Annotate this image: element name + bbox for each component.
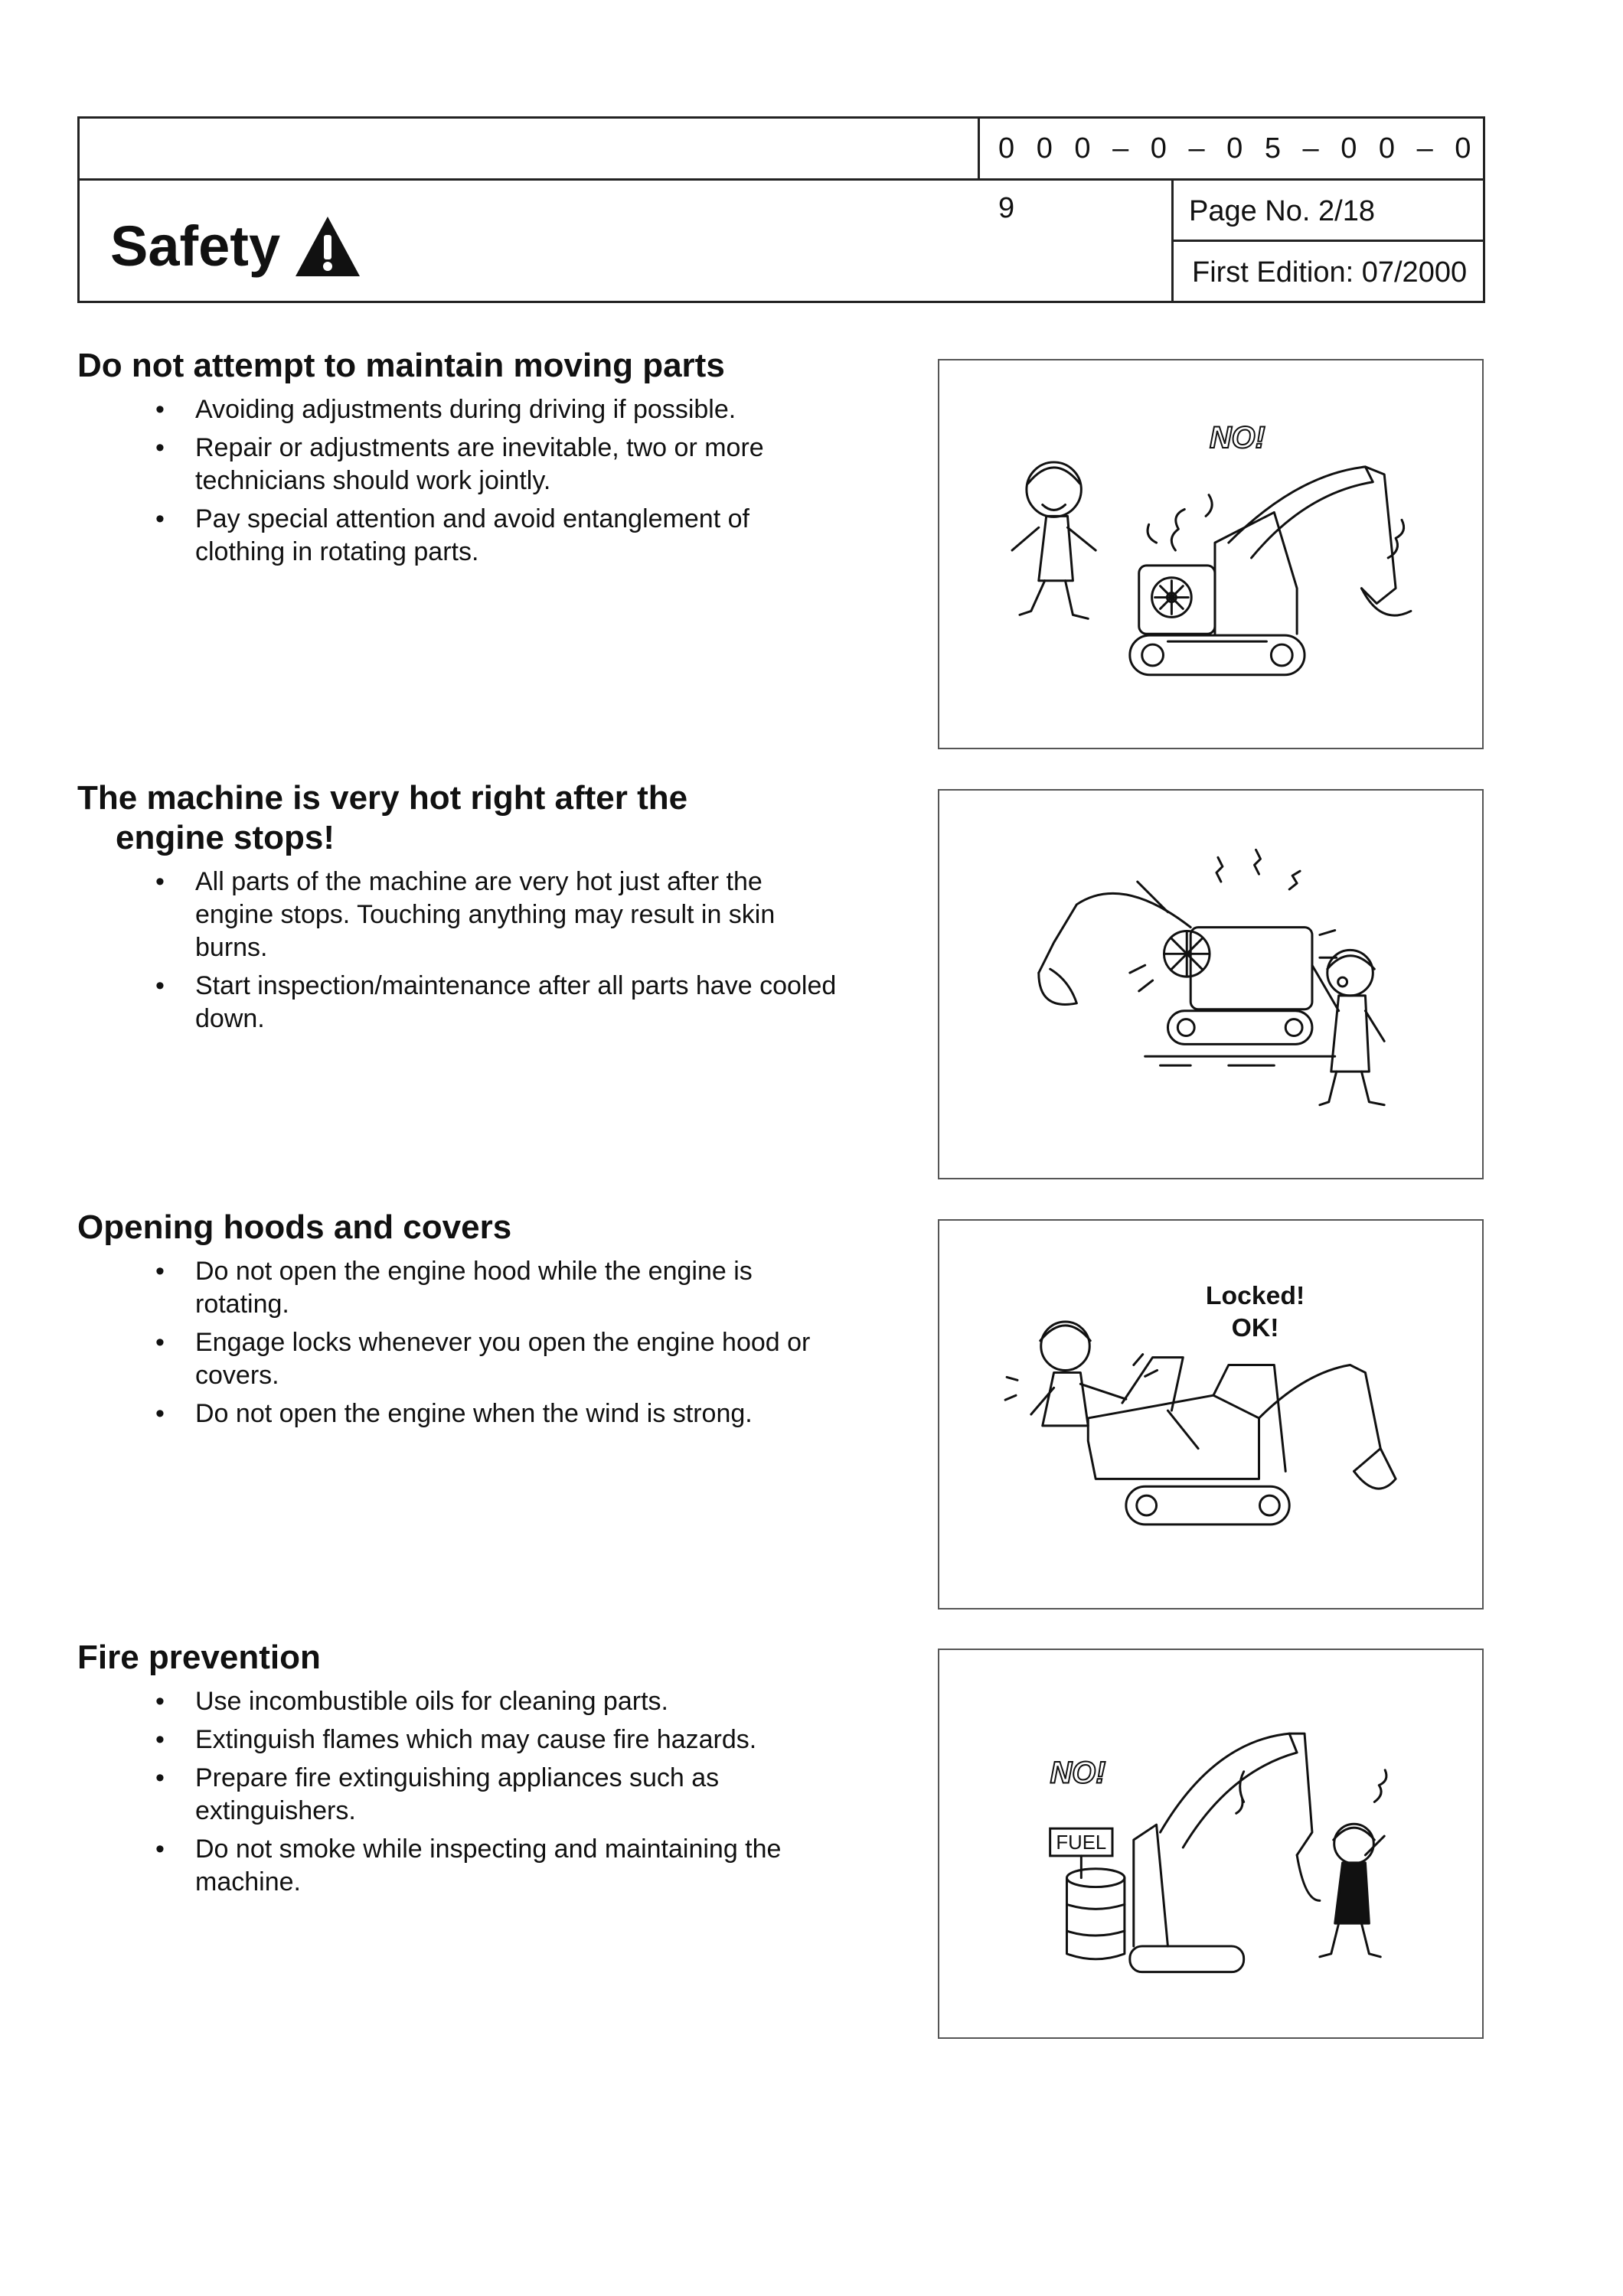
list-item: • Do not open the engine when the wind is strong. <box>155 1397 843 1430</box>
list-item: • All parts of the machine are very hot just after the engine stops. Touching anything may result in skin burns. <box>155 866 843 964</box>
section-hoods-covers <box>77 1208 843 1436</box>
illustration-moving-parts <box>938 359 1484 749</box>
fuel-smoking-illustration <box>939 1650 1482 2037</box>
section-title-line-2: engine stops! <box>116 819 335 856</box>
list-item: • Repair or adjustments are inevitable, two or more technicians should work jointly. <box>155 432 843 497</box>
bullet-list <box>77 393 843 569</box>
list-item: • Start inspection/maintenance after all parts have cooled down. <box>155 970 843 1035</box>
list-item: • Prepare fire extinguishing appliances such as extinguishers. <box>155 1762 843 1828</box>
illustration-fire-prevention <box>938 1649 1484 2039</box>
excavator-fan-illustration <box>939 360 1482 748</box>
section-title-line-1: The machine is very hot right after the <box>77 779 688 817</box>
section-title <box>77 778 843 858</box>
header-blank-cell <box>80 119 978 181</box>
illustration-caption: NO! <box>1050 1756 1106 1790</box>
page-title-text: Safety <box>110 214 281 278</box>
list-item: • Avoiding adjustments during driving if possible. <box>155 393 843 426</box>
bullet-list <box>77 866 843 1035</box>
section-hot-machine <box>77 778 843 1041</box>
page-title <box>110 215 361 278</box>
list-item: • Use incombustible oils for cleaning parts. <box>155 1685 843 1718</box>
warning-triangle-icon <box>294 215 361 278</box>
document-header <box>77 116 1485 303</box>
page-number: Page No. 2/18 <box>1171 181 1483 242</box>
list-item: • Do not open the engine hood while the engine is rotating. <box>155 1255 843 1321</box>
illustration-hot-machine <box>938 789 1484 1179</box>
edition-date: First Edition: 07/2000 <box>1171 242 1483 301</box>
illustration-caption: NO! <box>1210 421 1265 455</box>
section-fire-prevention <box>77 1638 843 1904</box>
section-title: Do not attempt to maintain moving parts <box>77 347 725 384</box>
locked-hood-illustration <box>939 1221 1482 1608</box>
document-code: 0 0 0 – 0 – 0 5 – 0 0 – 0 9 <box>978 119 1483 181</box>
list-item: • Engage locks whenever you open the engine hood or covers. <box>155 1326 843 1392</box>
hot-excavator-illustration <box>939 791 1482 1178</box>
illustration-hoods-covers <box>938 1219 1484 1609</box>
list-item: • Extinguish flames which may cause fire hazards. <box>155 1724 843 1756</box>
bullet-list <box>77 1685 843 1899</box>
list-item: • Do not smoke while inspecting and maintaining the machine. <box>155 1833 843 1899</box>
section-moving-parts <box>77 346 843 574</box>
illustration-caption-line-2: OK! <box>1231 1313 1279 1342</box>
section-title: Fire prevention <box>77 1639 321 1676</box>
bullet-list <box>77 1255 843 1430</box>
illustration-caption-line-1: Locked! <box>1205 1281 1305 1311</box>
section-title: Opening hoods and covers <box>77 1208 512 1246</box>
fuel-label: FUEL <box>1056 1831 1107 1854</box>
list-item: • Pay special attention and avoid entanglement of clothing in rotating parts. <box>155 503 843 569</box>
